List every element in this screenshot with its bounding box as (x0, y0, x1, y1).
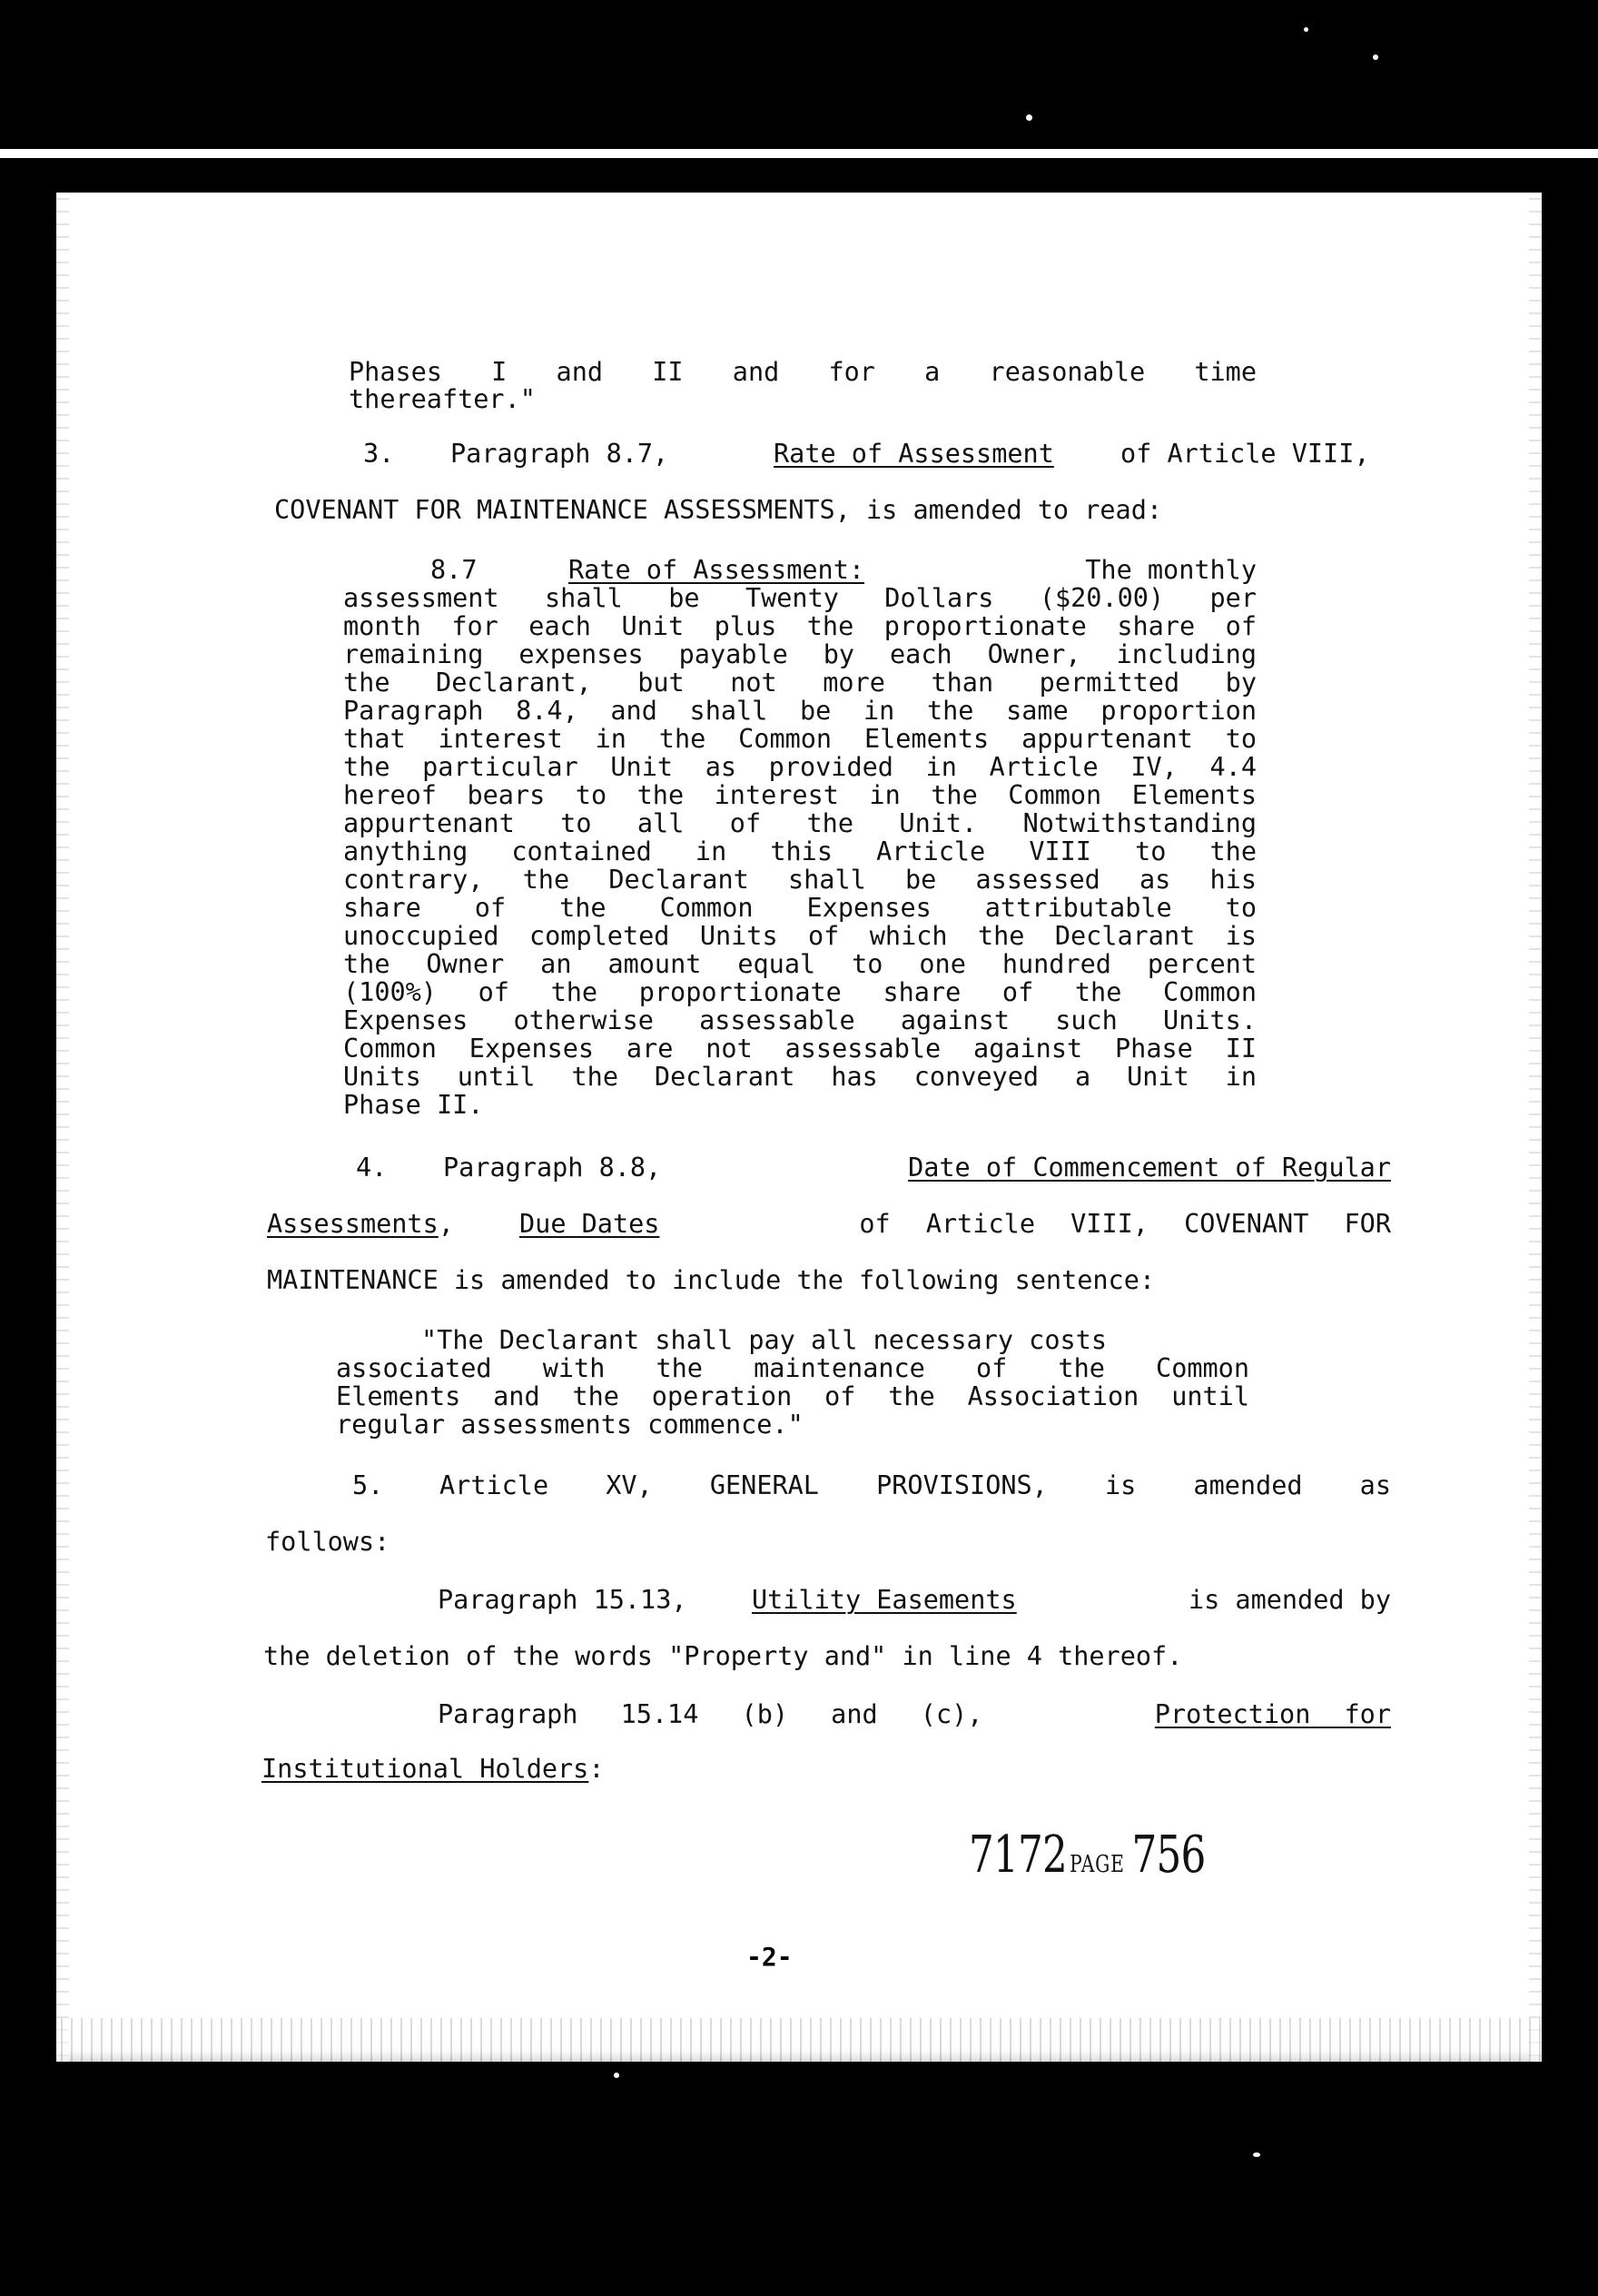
underlined-title: Protection for (1154, 1699, 1391, 1729)
text-line: thereafter." (349, 384, 536, 414)
quoted-text-line: that interest in the Common Elements appurtenant to (343, 724, 1257, 754)
scan-right-edge (1529, 193, 1542, 2062)
text-run: Paragraph 8.8, (443, 1153, 662, 1183)
underlined-title: Assessments (267, 1209, 439, 1239)
underlined-title: Utility Easements (752, 1585, 1017, 1615)
paragraph-number: 5. (352, 1470, 384, 1500)
quoted-text-line: hereof bears to the interest in the Common Elements (343, 780, 1257, 810)
text-run: Paragraph 8.7, (450, 439, 669, 469)
text-run: is amended by (1188, 1585, 1391, 1615)
scan-speck (1253, 2152, 1260, 2157)
quoted-paragraph-line-1 (430, 556, 1257, 585)
document-page (56, 193, 1542, 2062)
text-run: , (438, 1209, 454, 1239)
scan-top-band (0, 149, 1598, 158)
quoted-text-line: remaining expenses payable by each Owner, including (343, 639, 1257, 669)
underlined-title: Rate of Assessment (774, 439, 1054, 469)
quoted-text-line: associated with the maintenance of the Common (336, 1353, 1249, 1383)
book-page-stamp (969, 1826, 1206, 1885)
text-run: Article XV, GENERAL PROVISIONS, is amended as (439, 1470, 1391, 1500)
quoted-text-line: appurtenant to all of the Unit. Notwithstanding (343, 808, 1257, 838)
quoted-text-line: Paragraph 8.4, and shall be in the same proportion (343, 696, 1257, 726)
text-line: the deletion of the words "Property and" in line 4 thereof. (263, 1641, 1183, 1671)
paragraph-5-line-1 (352, 1471, 1391, 1500)
quoted-text-line: Expenses otherwise assessable against such Units. (343, 1005, 1257, 1035)
paragraph-number: 8.7 (430, 555, 478, 585)
underlined-title: Date of Commencement of Regular (908, 1153, 1391, 1183)
paragraph-15-13-line-1 (438, 1586, 1391, 1615)
scan-speck (1026, 114, 1032, 121)
quoted-text-line: assessment shall be Twenty Dollars ($20.00) per (343, 583, 1257, 613)
quoted-text-line: Phase II. (343, 1090, 484, 1120)
text-run: of Article VIII, (1120, 439, 1370, 469)
stamp-book-number: 7172 (969, 1826, 1068, 1885)
text-run: of Article VIII, COVENANT FOR (859, 1209, 1391, 1239)
quoted-text-line: regular assessments commence." (336, 1410, 804, 1440)
stamp-page-number: 756 (1131, 1826, 1206, 1885)
quoted-text-line: share of the Common Expenses attributable to (343, 893, 1257, 923)
stamp-page-word: PAGE (1070, 1851, 1125, 1878)
paragraph-15-14-line-1 (438, 1700, 1391, 1729)
text-run: Paragraph 15.14 (b) and (c), (438, 1699, 983, 1729)
quoted-text-line: contrary, the Declarant shall be assessed as his (343, 865, 1257, 895)
quoted-text-line: unoccupied completed Units of which the Declarant is (343, 921, 1257, 951)
scan-speck (1304, 27, 1308, 32)
text-run: The monthly (1085, 555, 1257, 585)
quoted-text-line: Common Expenses are not assessable against Phase II (343, 1034, 1257, 1064)
underlined-title: Institutional Holders (261, 1754, 589, 1784)
quoted-text-line: (100%) of the proportionate share of the Common (343, 977, 1257, 1007)
scan-left-edge (56, 193, 69, 2062)
text-run: : (588, 1754, 605, 1784)
quoted-text-line: Elements and the operation of the Association until (336, 1381, 1249, 1411)
paragraph-4-line-1 (356, 1153, 1391, 1183)
page-number: -2- (746, 1942, 793, 1972)
underlined-title: Rate of Assessment: (568, 555, 865, 585)
quoted-text-line: month for each Unit plus the proportionate share of (343, 611, 1257, 641)
paragraph-number: 3. (363, 439, 395, 469)
text-line: Phases I and II and for a reasonable time (349, 357, 1257, 387)
text-line: COVENANT FOR MAINTENANCE ASSESSMENTS, is amended to read: (274, 495, 1163, 525)
paragraph-4-line-2 (267, 1210, 1391, 1239)
scan-speck (1373, 54, 1378, 60)
quoted-text-line: anything contained in this Article VIII to the (343, 836, 1257, 866)
scan-speck (614, 2073, 619, 2078)
text-line: MAINTENANCE is amended to include the following sentence: (267, 1265, 1156, 1295)
text-run: Paragraph 15.13, (438, 1585, 687, 1615)
paragraph-15-14-line-2 (261, 1755, 605, 1784)
quoted-text-line: the Owner an amount equal to one hundred percent (343, 949, 1257, 979)
underlined-title: Due Dates (519, 1209, 660, 1239)
quoted-text-line: the particular Unit as provided in Article IV, 4.4 (343, 752, 1257, 782)
scan-bottom-noise (56, 2018, 1542, 2062)
text-line: follows: (265, 1527, 390, 1557)
quoted-text-line: the Declarant, but not more than permitted by (343, 668, 1257, 698)
paragraph-3-line-1 (363, 440, 1395, 469)
paragraph-number: 4. (356, 1153, 388, 1183)
quoted-text-line: "The Declarant shall pay all necessary costs (421, 1325, 1107, 1355)
quoted-text-line: Units until the Declarant has conveyed a Unit in (343, 1062, 1257, 1092)
